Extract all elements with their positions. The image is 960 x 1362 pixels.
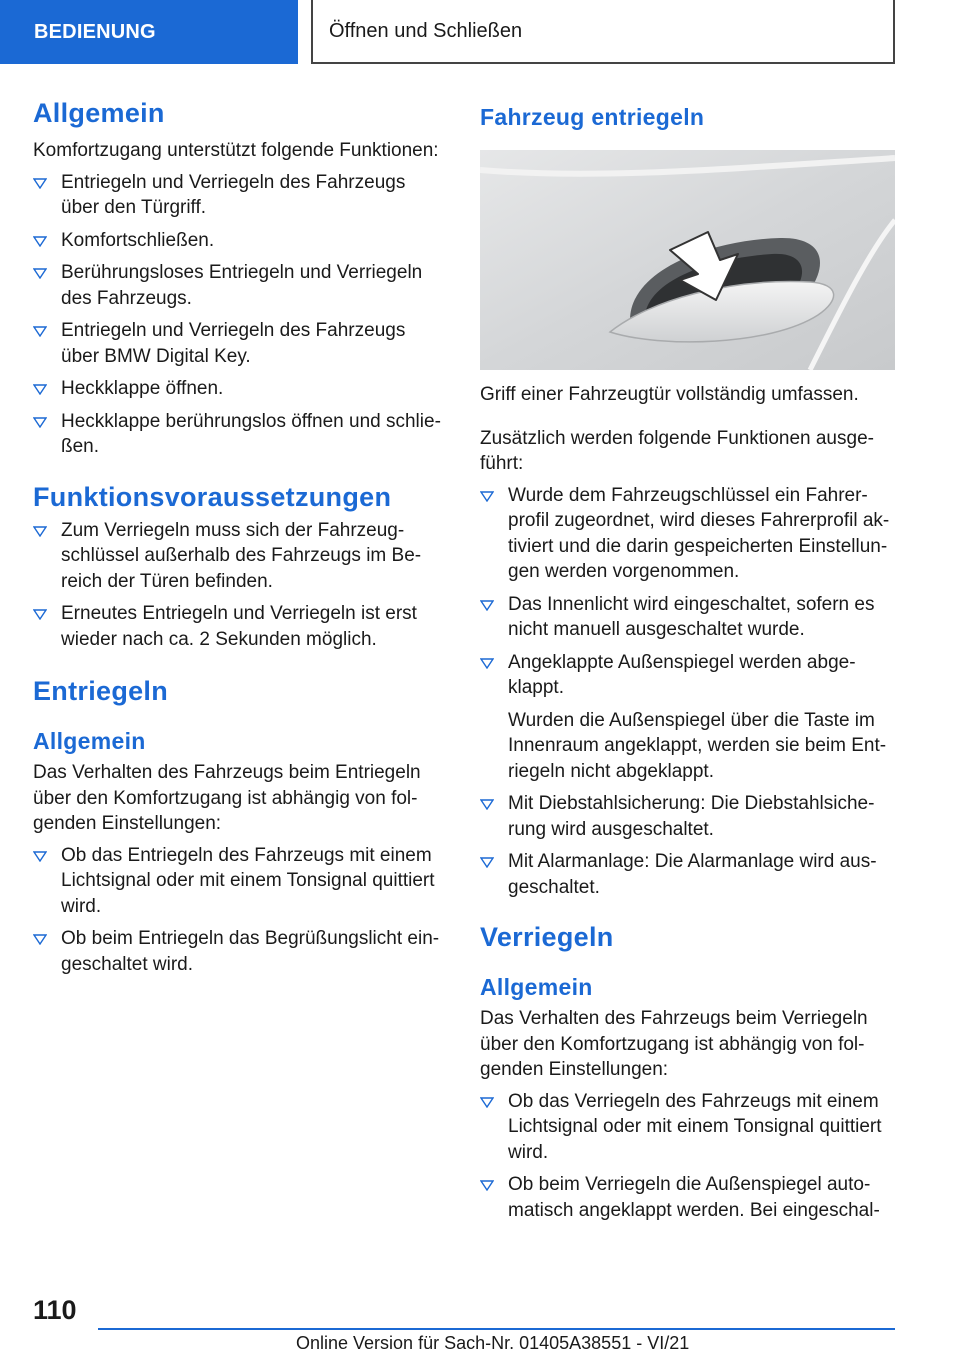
heading-entriegeln: Entriegeln	[33, 676, 169, 706]
left-column	[33, 96, 448, 977]
mirror-note: Wurden die Außenspiegel über die Taste im Innenraum angeklappt, werden sie beim Entriegeln nicht abgeklappt.	[508, 709, 887, 782]
list-item: Mit Alarmanlage: Die Alarmanlage wird ausgeschaltet.	[480, 849, 896, 900]
bullet-triangle-icon	[33, 417, 47, 428]
intro-zusaetzlich: Zusätzlich werden folgende Funktionen ausgeführt:	[480, 427, 874, 474]
list-zusaetzliche-funktionen	[480, 483, 896, 901]
list-item: Berührungsloses Entriegeln und Verriegeln des Fahrzeugs.	[33, 260, 448, 311]
list-item: Mit Diebstahlsicherung: Die Diebstahlsicherung wird ausgeschaltet.	[480, 791, 896, 842]
list-verriegeln-settings	[480, 1089, 896, 1224]
bullet-triangle-icon	[480, 600, 494, 611]
chapter-title: Öffnen und Schließen	[311, 0, 895, 64]
heading-funktionsvoraussetzungen: Funktionsvoraussetzungen	[33, 481, 392, 512]
list-item: Angeklappte Außenspiegel werden abgeklappt. Wurden die Außenspiegel über die Taste im Innenraum angeklappt, werden sie beim Entriegeln nicht abgeklappt.	[480, 650, 896, 785]
list-item: Heckklappe berührungslos öffnen und schließen.	[33, 409, 448, 460]
bullet-triangle-icon	[33, 609, 47, 620]
footer-divider	[98, 1328, 895, 1330]
bullet-triangle-icon	[33, 526, 47, 537]
list-item: Erneutes Entriegeln und Verriegeln ist erst wieder nach ca. 2 Sekunden möglich.	[33, 601, 448, 652]
bullet-triangle-icon	[33, 384, 47, 395]
list-item: Ob beim Verriegeln die Außenspiegel automatisch angeklappt werden. Bei eingeschal-	[480, 1172, 896, 1223]
list-item: Das Innenlicht wird eingeschaltet, sofern es nicht manuell ausgeschaltet wurde.	[480, 592, 896, 643]
list-item: Ob das Entriegeln des Fahrzeugs mit einem Lichtsignal oder mit einem Tonsignal quittiert wird.	[33, 843, 448, 920]
page-number: 110	[33, 1295, 77, 1325]
bullet-triangle-icon	[33, 851, 47, 862]
footer-version-text: Online Version für Sach-Nr. 01405A38551 - VI/21	[296, 1333, 690, 1353]
heading-allgemein: Allgemein	[33, 98, 165, 128]
bullet-triangle-icon	[33, 236, 47, 247]
subheading-entriegeln-allgemein: Allgemein	[33, 728, 146, 754]
door-handle-illustration	[480, 150, 895, 370]
list-item: Ob das Verriegeln des Fahrzeugs mit einem Lichtsignal oder mit einem Tonsignal quittiert wird.	[480, 1089, 896, 1166]
list-item: Wurde dem Fahrzeugschlüssel ein Fahrerprofil zugeordnet, wird dieses Fahrerprofil aktiviert und die darin gespeicherten Einstellungen werden vorgenommen.	[480, 483, 896, 585]
bullet-triangle-icon	[480, 491, 494, 502]
figure-caption: Griff einer Fahrzeugtür vollständig umfassen.	[480, 384, 859, 405]
list-item: Heckklappe öffnen.	[33, 376, 448, 402]
list-entriegeln-settings	[33, 843, 448, 978]
list-voraussetzungen	[33, 518, 448, 653]
bullet-triangle-icon	[480, 658, 494, 669]
section-tab: BEDIENUNG	[0, 0, 298, 64]
bullet-triangle-icon	[33, 326, 47, 337]
bullet-triangle-icon	[480, 857, 494, 868]
list-item: Zum Verriegeln muss sich der Fahrzeugschlüssel außerhalb des Fahrzeugs im Bereich der Türen befinden.	[33, 518, 448, 595]
list-item: Ob beim Entriegeln das Begrüßungslicht eingeschaltet wird.	[33, 926, 448, 977]
list-item: Entriegeln und Verriegeln des Fahrzeugs über BMW Digital Key.	[33, 318, 448, 369]
right-column	[480, 96, 896, 1223]
bullet-triangle-icon	[33, 934, 47, 945]
bullet-triangle-icon	[480, 1097, 494, 1108]
door-handle-drawing	[480, 150, 895, 370]
intro-komfortzugang: Komfortzugang unterstützt folgende Funktionen:	[33, 140, 439, 161]
bullet-triangle-icon	[33, 268, 47, 279]
list-komfort-functions	[33, 170, 448, 460]
list-item: Komfortschließen.	[33, 228, 448, 254]
heading-fahrzeug-entriegeln: Fahrzeug entriegeln	[480, 104, 705, 130]
page-header	[0, 0, 960, 66]
bullet-triangle-icon	[480, 1180, 494, 1191]
bullet-triangle-icon	[480, 799, 494, 810]
subheading-verriegeln-allgemein: Allgemein	[480, 974, 593, 1000]
bullet-triangle-icon	[33, 178, 47, 189]
heading-verriegeln: Verriegeln	[480, 922, 614, 952]
intro-verriegeln: Das Verhalten des Fahrzeugs beim Verriegeln über den Komfortzugang ist abhängig von folgenden Einstellungen:	[480, 1008, 868, 1080]
list-item: Entriegeln und Verriegeln des Fahrzeugs über den Türgriff.	[33, 170, 448, 221]
intro-entriegeln: Das Verhalten des Fahrzeugs beim Entriegeln über den Komfortzugang ist abhängig von folgenden Einstellungen:	[33, 762, 421, 834]
